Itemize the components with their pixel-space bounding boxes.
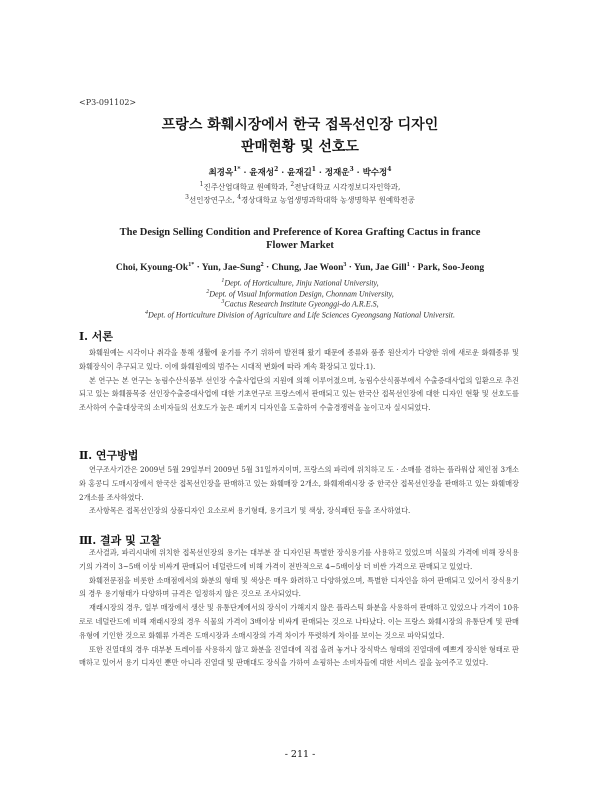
korean-authors: 최경옥$^{1*}$ · 윤재성$^2$ · 윤재길$^1$ · 정재운$^3$ · 박수정$^4$	[208, 166, 392, 178]
section-intro-body	[79, 346, 519, 415]
paragraph: 조사결과, 파리시내에 위치한 접목선인장의 용기는 대부분 잘 디자인된 특별한 장식용기를 사용하고 있었으며 식물의 가격에 비해 장식용기의 가격이 3~5배 이상 비싸게 판매되어 네덜란드에 비해 가격이 전반적으로 4~5배이상 더 비싼 가격으로 판매되고 있었다.	[79, 548, 519, 571]
korean-affiliation-line1: $^1$진주산업대학교 원예학과, $^2$전남대학교 시각정보디자인학과,	[199, 181, 401, 192]
paragraph: 화훼전문점을 비롯한 소매점에서의 화분의 형태 및 색상은 매우 화려하고 다양하였으며, 특별한 디자인을 하여 판매되고 있어서 장식용기의 경우 용기형태가 다양하며 규격은 일정하지 않은 것으로 조사되었다.	[79, 575, 519, 599]
paper-code: <P3-091102>	[79, 98, 137, 107]
paragraph: 연구조사기간은 2009년 5월 29일부터 2009년 5월 31일까지이며, 프랑스의 파리에 위치하고 도 · 소매를 겸하는 플라워샵 체인점 3개소와 홍콩디 도매시장에서 한국산 접목선인장을 판매하고 있는 화훼매장 2개소, 화훼재래시장 중 한국산 접목선인장을 판매하고 있는 화훼매장 2개소를 조사하였다.	[79, 465, 519, 502]
author-name: 최경옥	[208, 168, 234, 178]
english-title: The Design Selling Condition and Preference of Korea Grafting Cactus in france Flower Market	[119, 227, 481, 251]
paragraph: 또한 진열대의 경우 대부분 트레이를 사용하지 않고 화분을 진열대에 직접 올려 놓거나 장식박스 형태의 진열대에 예쁘게 장식한 형태로 판매하고 있어서 용기 디자인 뿐만 아니라 진열대 및 판매대도 장식을 가하여 쇼핑하는 소비자들에 대한 서비스 질을 높여주고 있었다.	[79, 644, 519, 668]
korean-affiliation-line2: $^3$선인장연구소, $^4$경상대학교 농업생명과학대학 농생명학부 원예학전공	[185, 194, 415, 205]
paragraph: 화훼원예는 시각이나 취각을 통해 생활에 윤기를 주기 위하여 발전해 왔기 때문에 종류와 품종 원산지가 다양한 위에 새로운 화훼종류 및 화훼장식이 추구되고 있다. 이에 화훼원예의 범주는 시대적 변화에 따라 계속 확장되고 있다.1).	[79, 348, 519, 371]
paragraph: 조사항목은 접목선인장의 상품디자인 요소로써 용기형태, 용기크기 및 색상, 장식패턴 등을 조사하였다.	[89, 506, 411, 516]
paragraph: 재래시장의 경우, 일부 매장에서 생산 및 유통단계에서의 장식이 가해지지 않은 플라스틱 화분을 사용하여 판매하고 있었으나 가격이 10유로로 네덜란드에 비해 재래시장의 경우 식물의 가격이 3배이상 비싸게 판매되는 것으로 나타났다. 이는 프랑스 화훼시장의 유통단계 및 판매유형에 기인한 것으로 화훼류 가격은 도매시장과 소매시장의 가격 차이가 뚜렷하게 차이를 보이는 것으로 파악되었다.	[79, 603, 519, 640]
english-authors: Choi, Kyoung-$Ok^{1*}$ · Yun, Jae-Sung$^2$ · Chung, Jae Woon$^3$ · Yun, Jae Gill$^1$ · Park, Soo-Jeong	[115, 262, 485, 274]
paragraph: 본 연구는 본 연구는 농림수산식품부 선인장 수출사업단의 지원에 의해 이루어졌으며, 농림수산식품부에서 수출증대사업의 일환으로 추진되고 있는 화훼품목중 선인장수출증대사업에 대한 기초연구로 프랑스에서 판매되고 있는 한국산 접목선인장에 대한 디자인 현황 및 선호도를 조사하여 수출대상국의 소비자들의 선호도가 높은 패키지 디자인을 도출하여 수출경쟁력을 높이고자 실시되었다.	[79, 375, 519, 413]
section-results-body	[79, 546, 519, 670]
author-name: 정재운	[324, 168, 350, 178]
section-heading-intro: Ⅰ. 서론	[79, 330, 114, 343]
section-method-body	[79, 463, 519, 518]
author-name: 박수정	[362, 168, 388, 178]
korean-title-line1: 프랑스 화훼시장에서 한국 접목선인장 디자인	[161, 117, 439, 133]
author-name: 윤재길	[287, 168, 312, 178]
author-name: Chung, Jae Woon	[271, 263, 344, 274]
affiliation-line: $^3$Cactus Research Institute Gyeonggi-do A.R.E.S,	[221, 299, 379, 309]
affiliation-line: $^2$Dept. of Visual Information Design, Chonnam University,	[206, 288, 394, 299]
author-name: Choi, Kyoung-Ok	[115, 263, 189, 274]
author-name: 윤재성	[249, 168, 275, 178]
section-heading-method: Ⅱ. 연구방법	[79, 449, 139, 462]
author-name: Yun, Jae-Sung	[201, 263, 261, 274]
page-number: - 211 -	[284, 749, 316, 760]
author-name: Park, Soo-Jeong	[417, 263, 485, 274]
section-heading-results: Ⅲ. 결과 및 고찰	[79, 534, 161, 547]
affiliation-line: $^4$Dept. of Horticulture Division of Agriculture and Life Sciences Gyeongsang National Universit.	[145, 309, 455, 320]
korean-title-line2: 판매현황 및 선호도	[241, 139, 359, 155]
english-affiliations	[0, 277, 600, 320]
affiliation-line: $^1$Dept. of Horticulture, Jinju National University,	[221, 278, 379, 288]
author-name: Yun, Jae Gill	[353, 263, 407, 274]
